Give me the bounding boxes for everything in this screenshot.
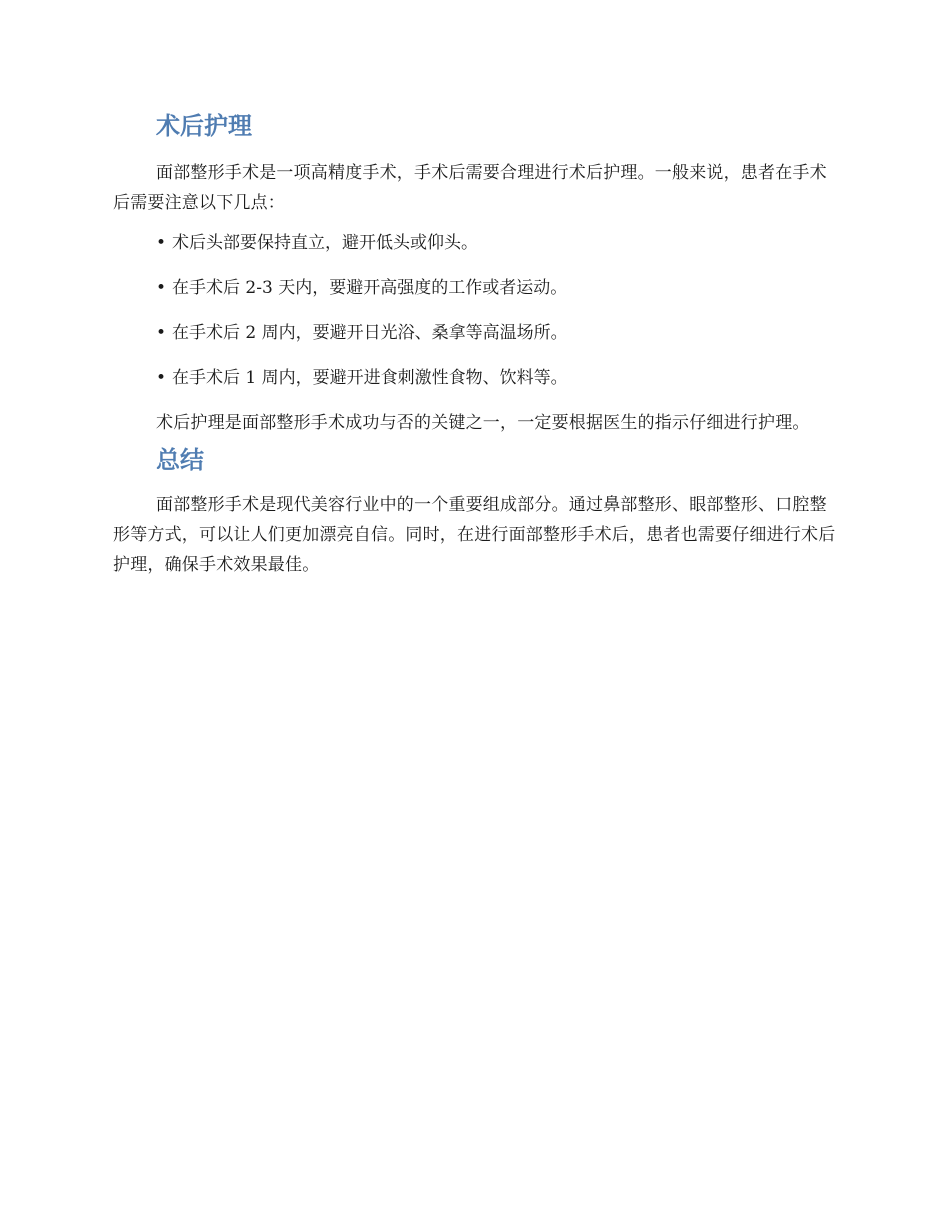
list-item-text: 在手术后 2 周内，要避开日光浴、桑拿等高温场所。 bbox=[172, 323, 568, 343]
post-op-closing-paragraph: 术后护理是面部整形手术成功与否的关键之一，一定要根据医生的指示仔细进行护理。 bbox=[156, 413, 810, 433]
list-item bbox=[156, 318, 838, 348]
bullet-marker: • bbox=[156, 323, 167, 343]
list-item-text: 在手术后 2-3 天内，要避开高强度的工作或者运动。 bbox=[172, 278, 568, 298]
list-item-text: 在手术后 1 周内，要避开进食刺激性食物、饮料等。 bbox=[172, 368, 568, 388]
section-heading-post-op-care: 术后护理 bbox=[156, 112, 252, 140]
list-item bbox=[156, 273, 838, 303]
post-op-intro-paragraph: 面部整形手术是一项高精度手术，手术后需要合理进行术后护理。一般来说，患者在手术后需要注意以下几点： bbox=[113, 163, 827, 213]
summary-paragraph: 面部整形手术是现代美容行业中的一个重要组成部分。通过鼻部整形、眼部整形、口腔整形等方式，可以让人们更加漂亮自信。同时，在进行面部整形手术后，患者也需要仔细进行术后护理，确保手术效果最佳。 bbox=[113, 495, 836, 575]
list-item bbox=[156, 363, 838, 393]
section-heading-summary: 总结 bbox=[156, 446, 204, 474]
post-op-bullet-list bbox=[113, 228, 838, 393]
list-item bbox=[156, 228, 838, 258]
bullet-marker: • bbox=[156, 233, 167, 253]
list-item-text: 术后头部要保持直立，避开低头或仰头。 bbox=[172, 233, 479, 253]
bullet-marker: • bbox=[156, 368, 167, 388]
bullet-marker: • bbox=[156, 278, 167, 298]
document-page bbox=[113, 108, 838, 580]
